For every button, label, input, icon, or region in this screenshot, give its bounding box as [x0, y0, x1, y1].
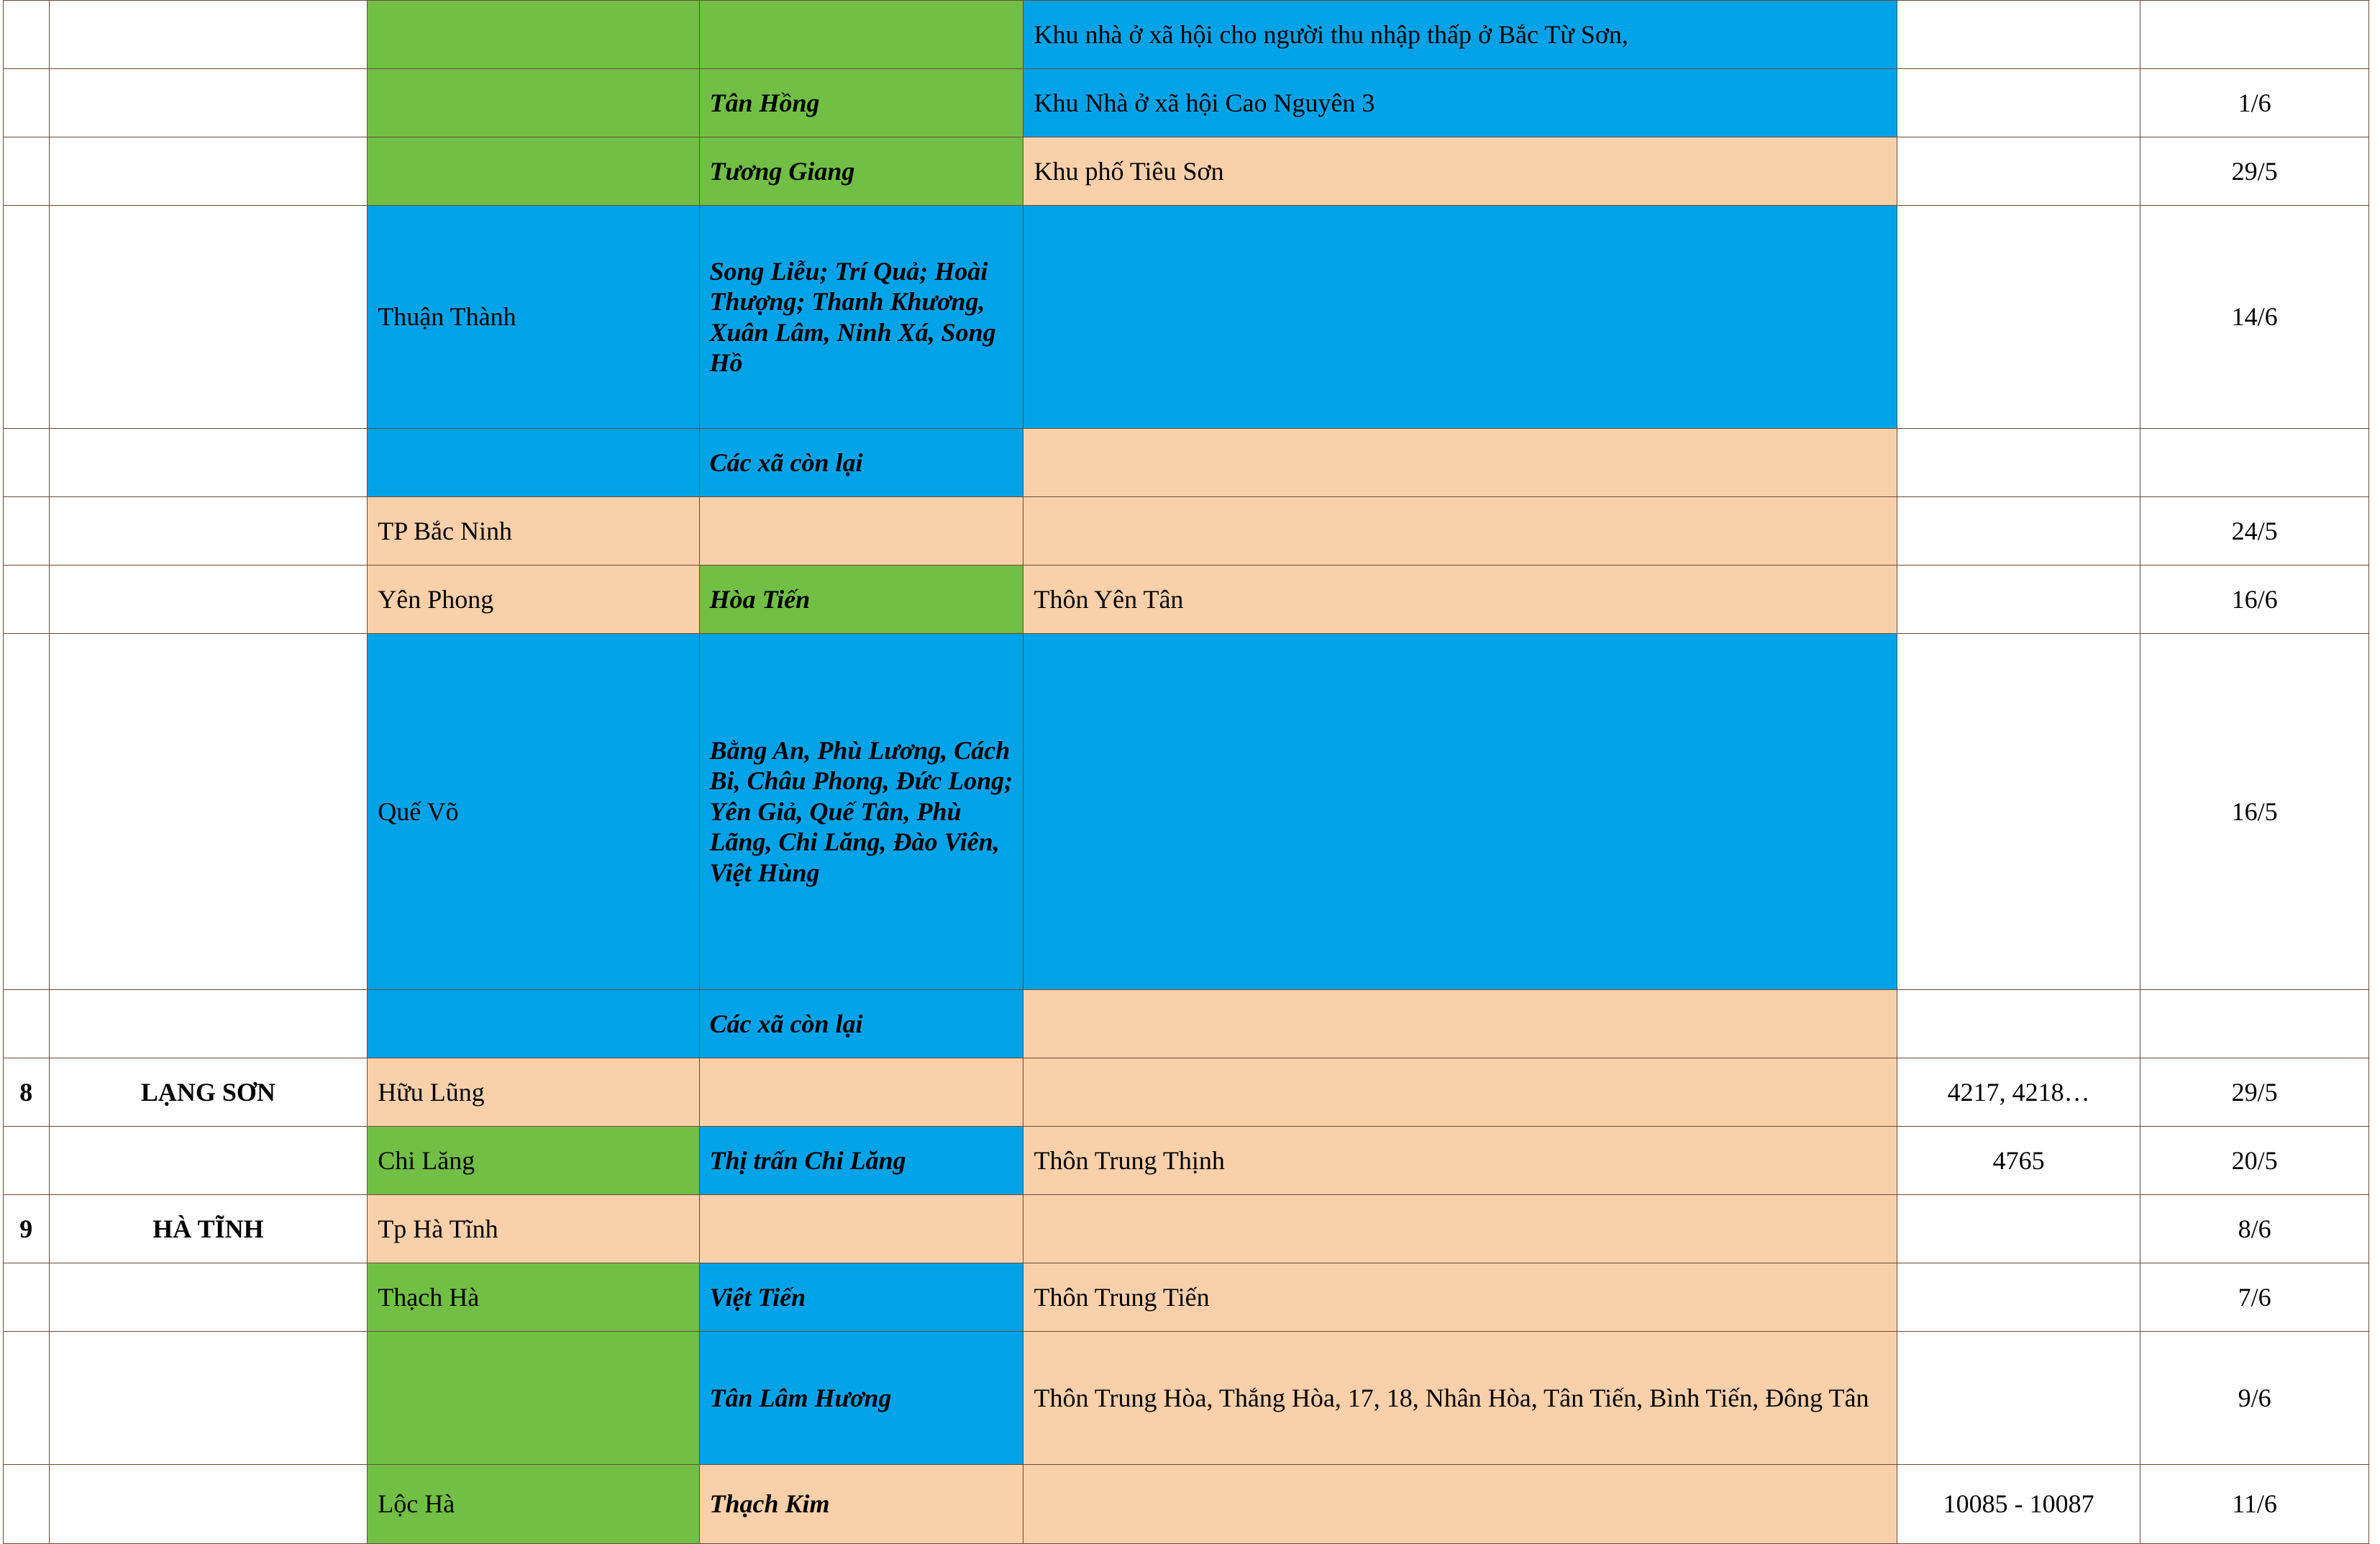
- cell-ward[interactable]: Hòa Tiến: [699, 566, 1023, 634]
- cell-district[interactable]: [368, 1332, 699, 1465]
- cell-code[interactable]: [1897, 1, 2140, 69]
- table-row: [4, 1, 2369, 69]
- cell-province[interactable]: [49, 497, 368, 566]
- cell-ward[interactable]: [699, 1, 1023, 69]
- cell-date[interactable]: 20/5: [2140, 1127, 2369, 1195]
- cell-ward[interactable]: Tương Giang: [699, 137, 1023, 206]
- cell-ward[interactable]: Bằng An, Phù Lương, Cách Bi, Châu Phong, Đức Long; Yên Giả, Quế Tân, Phù Lãng, Chi Lăng, Đào Viên, Việt Hùng: [699, 634, 1023, 990]
- cell-district[interactable]: [368, 137, 699, 206]
- cell-area[interactable]: Thôn Trung Thịnh: [1023, 1127, 1897, 1195]
- cell-date[interactable]: 16/6: [2140, 566, 2369, 634]
- cell-area[interactable]: [1023, 1465, 1897, 1544]
- cell-code[interactable]: [1897, 1332, 2140, 1465]
- table-row: [4, 990, 2369, 1058]
- cell-date[interactable]: 14/6: [2140, 206, 2369, 429]
- table-row: [4, 1058, 2369, 1127]
- cell-stt[interactable]: 8: [4, 1058, 50, 1127]
- cell-area[interactable]: Khu nhà ở xã hội cho người thu nhập thấp ở Bắc Từ Sơn,: [1023, 1, 1897, 69]
- cell-area[interactable]: [1023, 634, 1897, 990]
- cell-stt[interactable]: [4, 206, 50, 429]
- cell-stt[interactable]: [4, 1332, 50, 1465]
- cell-ward[interactable]: Việt Tiến: [699, 1263, 1023, 1332]
- cell-area[interactable]: [1023, 1195, 1897, 1263]
- cell-stt[interactable]: [4, 137, 50, 206]
- cell-code[interactable]: [1897, 206, 2140, 429]
- cell-stt[interactable]: [4, 429, 50, 497]
- cell-ward[interactable]: Tân Lâm Hương: [699, 1332, 1023, 1465]
- cell-province[interactable]: [49, 206, 368, 429]
- cell-province[interactable]: [49, 137, 368, 206]
- cell-ward[interactable]: [699, 1195, 1023, 1263]
- cell-province[interactable]: [49, 429, 368, 497]
- cell-date[interactable]: [2140, 990, 2369, 1058]
- cell-ward[interactable]: Thị trấn Chi Lăng: [699, 1127, 1023, 1195]
- cell-district[interactable]: Chi Lăng: [368, 1127, 699, 1195]
- cell-province[interactable]: [49, 1332, 368, 1465]
- cell-code[interactable]: [1897, 990, 2140, 1058]
- cell-area[interactable]: Thôn Trung Tiến: [1023, 1263, 1897, 1332]
- cell-area[interactable]: [1023, 1058, 1897, 1127]
- cell-district[interactable]: [368, 1, 699, 69]
- cell-code[interactable]: [1897, 497, 2140, 566]
- table-body: [4, 1, 2369, 1544]
- cell-area[interactable]: [1023, 206, 1897, 429]
- cell-district[interactable]: [368, 69, 699, 137]
- table-row: [4, 497, 2369, 566]
- cell-district[interactable]: Tp Hà Tĩnh: [368, 1195, 699, 1263]
- cell-date[interactable]: 7/6: [2140, 1263, 2369, 1332]
- cell-province[interactable]: LẠNG SƠN: [49, 1058, 368, 1127]
- cell-area[interactable]: [1023, 990, 1897, 1058]
- cell-stt[interactable]: [4, 634, 50, 990]
- cell-ward[interactable]: Các xã còn lại: [699, 429, 1023, 497]
- table-row: [4, 1332, 2369, 1465]
- cell-code[interactable]: [1897, 429, 2140, 497]
- cell-district[interactable]: [368, 429, 699, 497]
- table-row: [4, 137, 2369, 206]
- cell-stt[interactable]: [4, 69, 50, 137]
- cell-stt[interactable]: [4, 1465, 50, 1544]
- cell-code[interactable]: 10085 - 10087: [1897, 1465, 2140, 1544]
- cell-stt[interactable]: 9: [4, 1195, 50, 1263]
- cell-code[interactable]: [1897, 1263, 2140, 1332]
- data-table: [3, 0, 2369, 1544]
- cell-date[interactable]: 29/5: [2140, 137, 2369, 206]
- cell-ward[interactable]: [699, 1058, 1023, 1127]
- cell-code[interactable]: 4765: [1897, 1127, 2140, 1195]
- cell-district[interactable]: Hữu Lũng: [368, 1058, 699, 1127]
- cell-province[interactable]: [49, 69, 368, 137]
- cell-district[interactable]: Thuận Thành: [368, 206, 699, 429]
- cell-date[interactable]: [2140, 429, 2369, 497]
- table-row: [4, 1127, 2369, 1195]
- cell-ward[interactable]: Song Liễu; Trí Quả; Hoài Thượng; Thanh Khương, Xuân Lâm, Ninh Xá, Song Hồ: [699, 206, 1023, 429]
- cell-ward[interactable]: [699, 497, 1023, 566]
- cell-stt[interactable]: [4, 497, 50, 566]
- cell-code[interactable]: [1897, 634, 2140, 990]
- cell-date[interactable]: 1/6: [2140, 69, 2369, 137]
- cell-date[interactable]: [2140, 1, 2369, 69]
- cell-code[interactable]: [1897, 69, 2140, 137]
- cell-stt[interactable]: [4, 1, 50, 69]
- table-row: [4, 634, 2369, 990]
- cell-province[interactable]: [49, 1127, 368, 1195]
- cell-ward[interactable]: Các xã còn lại: [699, 990, 1023, 1058]
- cell-province[interactable]: [49, 1263, 368, 1332]
- cell-area[interactable]: Khu phố Tiêu Sơn: [1023, 137, 1897, 206]
- cell-date[interactable]: 29/5: [2140, 1058, 2369, 1127]
- cell-stt[interactable]: [4, 1263, 50, 1332]
- cell-stt[interactable]: [4, 1127, 50, 1195]
- table-row: [4, 206, 2369, 429]
- cell-district[interactable]: [368, 990, 699, 1058]
- table-row: [4, 69, 2369, 137]
- cell-province[interactable]: [49, 990, 368, 1058]
- cell-stt[interactable]: [4, 990, 50, 1058]
- cell-district[interactable]: Thạch Hà: [368, 1263, 699, 1332]
- table-row: [4, 429, 2369, 497]
- cell-ward[interactable]: Tân Hồng: [699, 69, 1023, 137]
- cell-area[interactable]: Thôn Trung Hòa, Thắng Hòa, 17, 18, Nhân Hòa, Tân Tiến, Bình Tiến, Đông Tân: [1023, 1332, 1897, 1465]
- cell-province[interactable]: [49, 1, 368, 69]
- cell-date[interactable]: 8/6: [2140, 1195, 2369, 1263]
- table-row: [4, 1263, 2369, 1332]
- cell-province[interactable]: [49, 566, 368, 634]
- cell-stt[interactable]: [4, 566, 50, 634]
- cell-code[interactable]: 4217, 4218…: [1897, 1058, 2140, 1127]
- cell-date[interactable]: 9/6: [2140, 1332, 2369, 1465]
- cell-province[interactable]: HÀ TĨNH: [49, 1195, 368, 1263]
- cell-province[interactable]: [49, 1465, 368, 1544]
- cell-district[interactable]: TP Bắc Ninh: [368, 497, 699, 566]
- cell-province[interactable]: [49, 634, 368, 990]
- cell-area[interactable]: Thôn Yên Tân: [1023, 566, 1897, 634]
- cell-district[interactable]: Yên Phong: [368, 566, 699, 634]
- cell-ward[interactable]: Thạch Kim: [699, 1465, 1023, 1544]
- cell-area[interactable]: Khu Nhà ở xã hội Cao Nguyên 3: [1023, 69, 1897, 137]
- cell-code[interactable]: [1897, 1195, 2140, 1263]
- cell-date[interactable]: 24/5: [2140, 497, 2369, 566]
- cell-code[interactable]: [1897, 566, 2140, 634]
- table-row: [4, 1195, 2369, 1263]
- cell-district[interactable]: Lộc Hà: [368, 1465, 699, 1544]
- table-row: [4, 1465, 2369, 1544]
- cell-area[interactable]: [1023, 429, 1897, 497]
- cell-date[interactable]: 16/5: [2140, 634, 2369, 990]
- table-row: [4, 566, 2369, 634]
- cell-area[interactable]: [1023, 497, 1897, 566]
- cell-district[interactable]: Quế Võ: [368, 634, 699, 990]
- cell-code[interactable]: [1897, 137, 2140, 206]
- cell-date[interactable]: 11/6: [2140, 1465, 2369, 1544]
